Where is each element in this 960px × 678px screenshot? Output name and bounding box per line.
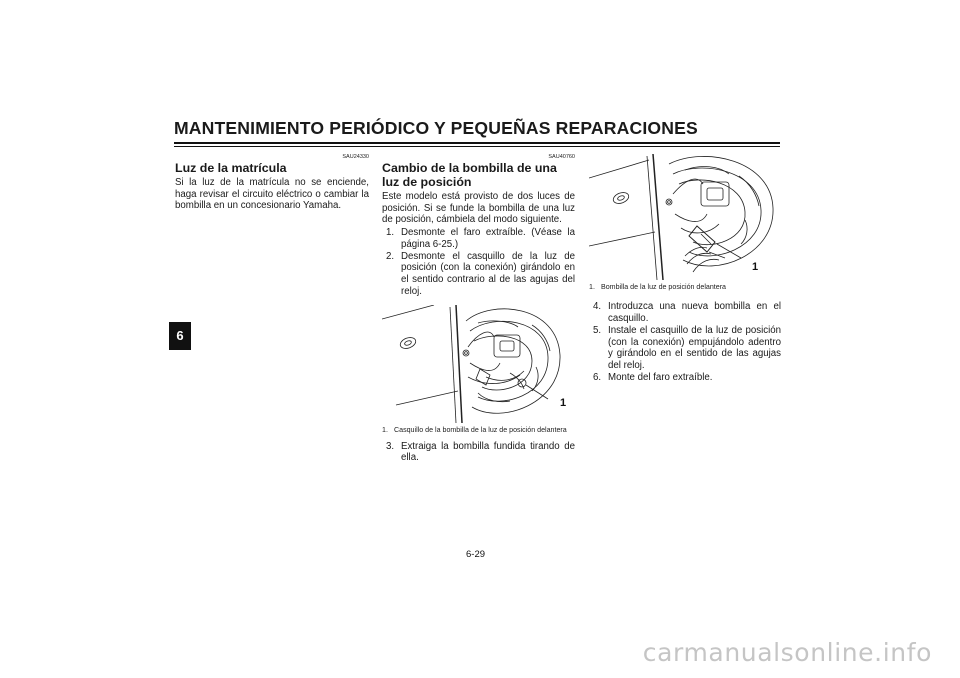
step-list <box>382 227 575 297</box>
step-number: 1. <box>386 227 395 239</box>
figure-callout-label: 1 <box>752 261 759 273</box>
figure-caption <box>382 426 575 434</box>
figure-callout-label: 1 <box>560 397 567 410</box>
page-title: MANTENIMIENTO PERIÓDICO Y PEQUEÑAS REPARACIONES <box>174 118 698 138</box>
section-body-plate-light: Si la luz de la matrícula no se enciende, haga revisar el circuito eléctrico o cambiar la bombilla en un concesionario Yamaha. <box>175 177 369 212</box>
column-1 <box>175 154 369 212</box>
column-3 <box>589 154 781 383</box>
step-number: 5. <box>593 324 602 336</box>
list-item <box>382 227 575 250</box>
figure-caption <box>589 283 781 291</box>
step-text: Extraiga la bombilla fundida tirando de ella. <box>401 440 575 464</box>
list-item <box>589 301 781 324</box>
column-2 <box>382 154 575 464</box>
list-item <box>589 372 781 384</box>
caption-text: Bombilla de la luz de posición delantera <box>601 283 727 291</box>
list-item <box>382 251 575 298</box>
header-rule <box>174 142 780 144</box>
bulb-socket-illustration <box>382 305 575 423</box>
chapter-tab: 6 <box>169 322 191 350</box>
figure-bulb-socket <box>382 305 575 423</box>
page-header <box>174 118 780 138</box>
section-code: SAU24330 <box>342 154 369 160</box>
section-code: SAU40760 <box>548 154 575 160</box>
step-text: Desmonte el faro extraíble. (Véase la página 6-25.) <box>401 227 575 250</box>
page-number: 6-29 <box>466 549 486 560</box>
step-list <box>589 301 781 383</box>
step-number: 2. <box>386 250 395 262</box>
caption-number: 1. <box>589 283 595 291</box>
caption-number: 1. <box>382 426 388 435</box>
header-rule-thin <box>174 146 780 147</box>
step-text: Instale el casquillo de la luz de posición (con la conexión) empujándolo adentro y girándolo en el sentido de las agujas del reloj. <box>608 324 781 371</box>
step-text: Desmonte el casquillo de la luz de posición (con la conexión) girándolo en el sentido contrario al de las agujas del reloj. <box>401 250 575 297</box>
step-list <box>382 441 575 464</box>
caption-text: Casquillo de la bombilla de la luz de posición delantera <box>394 426 567 435</box>
step-number: 3. <box>386 440 395 452</box>
watermark-link[interactable]: carmanualsonline.info <box>642 638 932 667</box>
step-text: Monte del faro extraíble. <box>608 371 713 383</box>
figure-bulb <box>589 154 782 280</box>
step-text: Introduzca una nueva bombilla en el casquillo. <box>608 301 781 325</box>
step-number: 4. <box>593 301 602 313</box>
list-item <box>382 441 575 464</box>
list-item <box>589 325 781 372</box>
step-number: 6. <box>593 371 602 383</box>
section-body-position-light: Este modelo está provisto de dos luces de posición. Si se funde la bombilla de una luz de posición, cámbiela del modo siguiente. <box>382 191 575 226</box>
section-title-plate-light: Luz de la matrícula <box>175 161 287 175</box>
section-title-position-light: Cambio de la bombilla de una luz de posición <box>382 161 557 189</box>
